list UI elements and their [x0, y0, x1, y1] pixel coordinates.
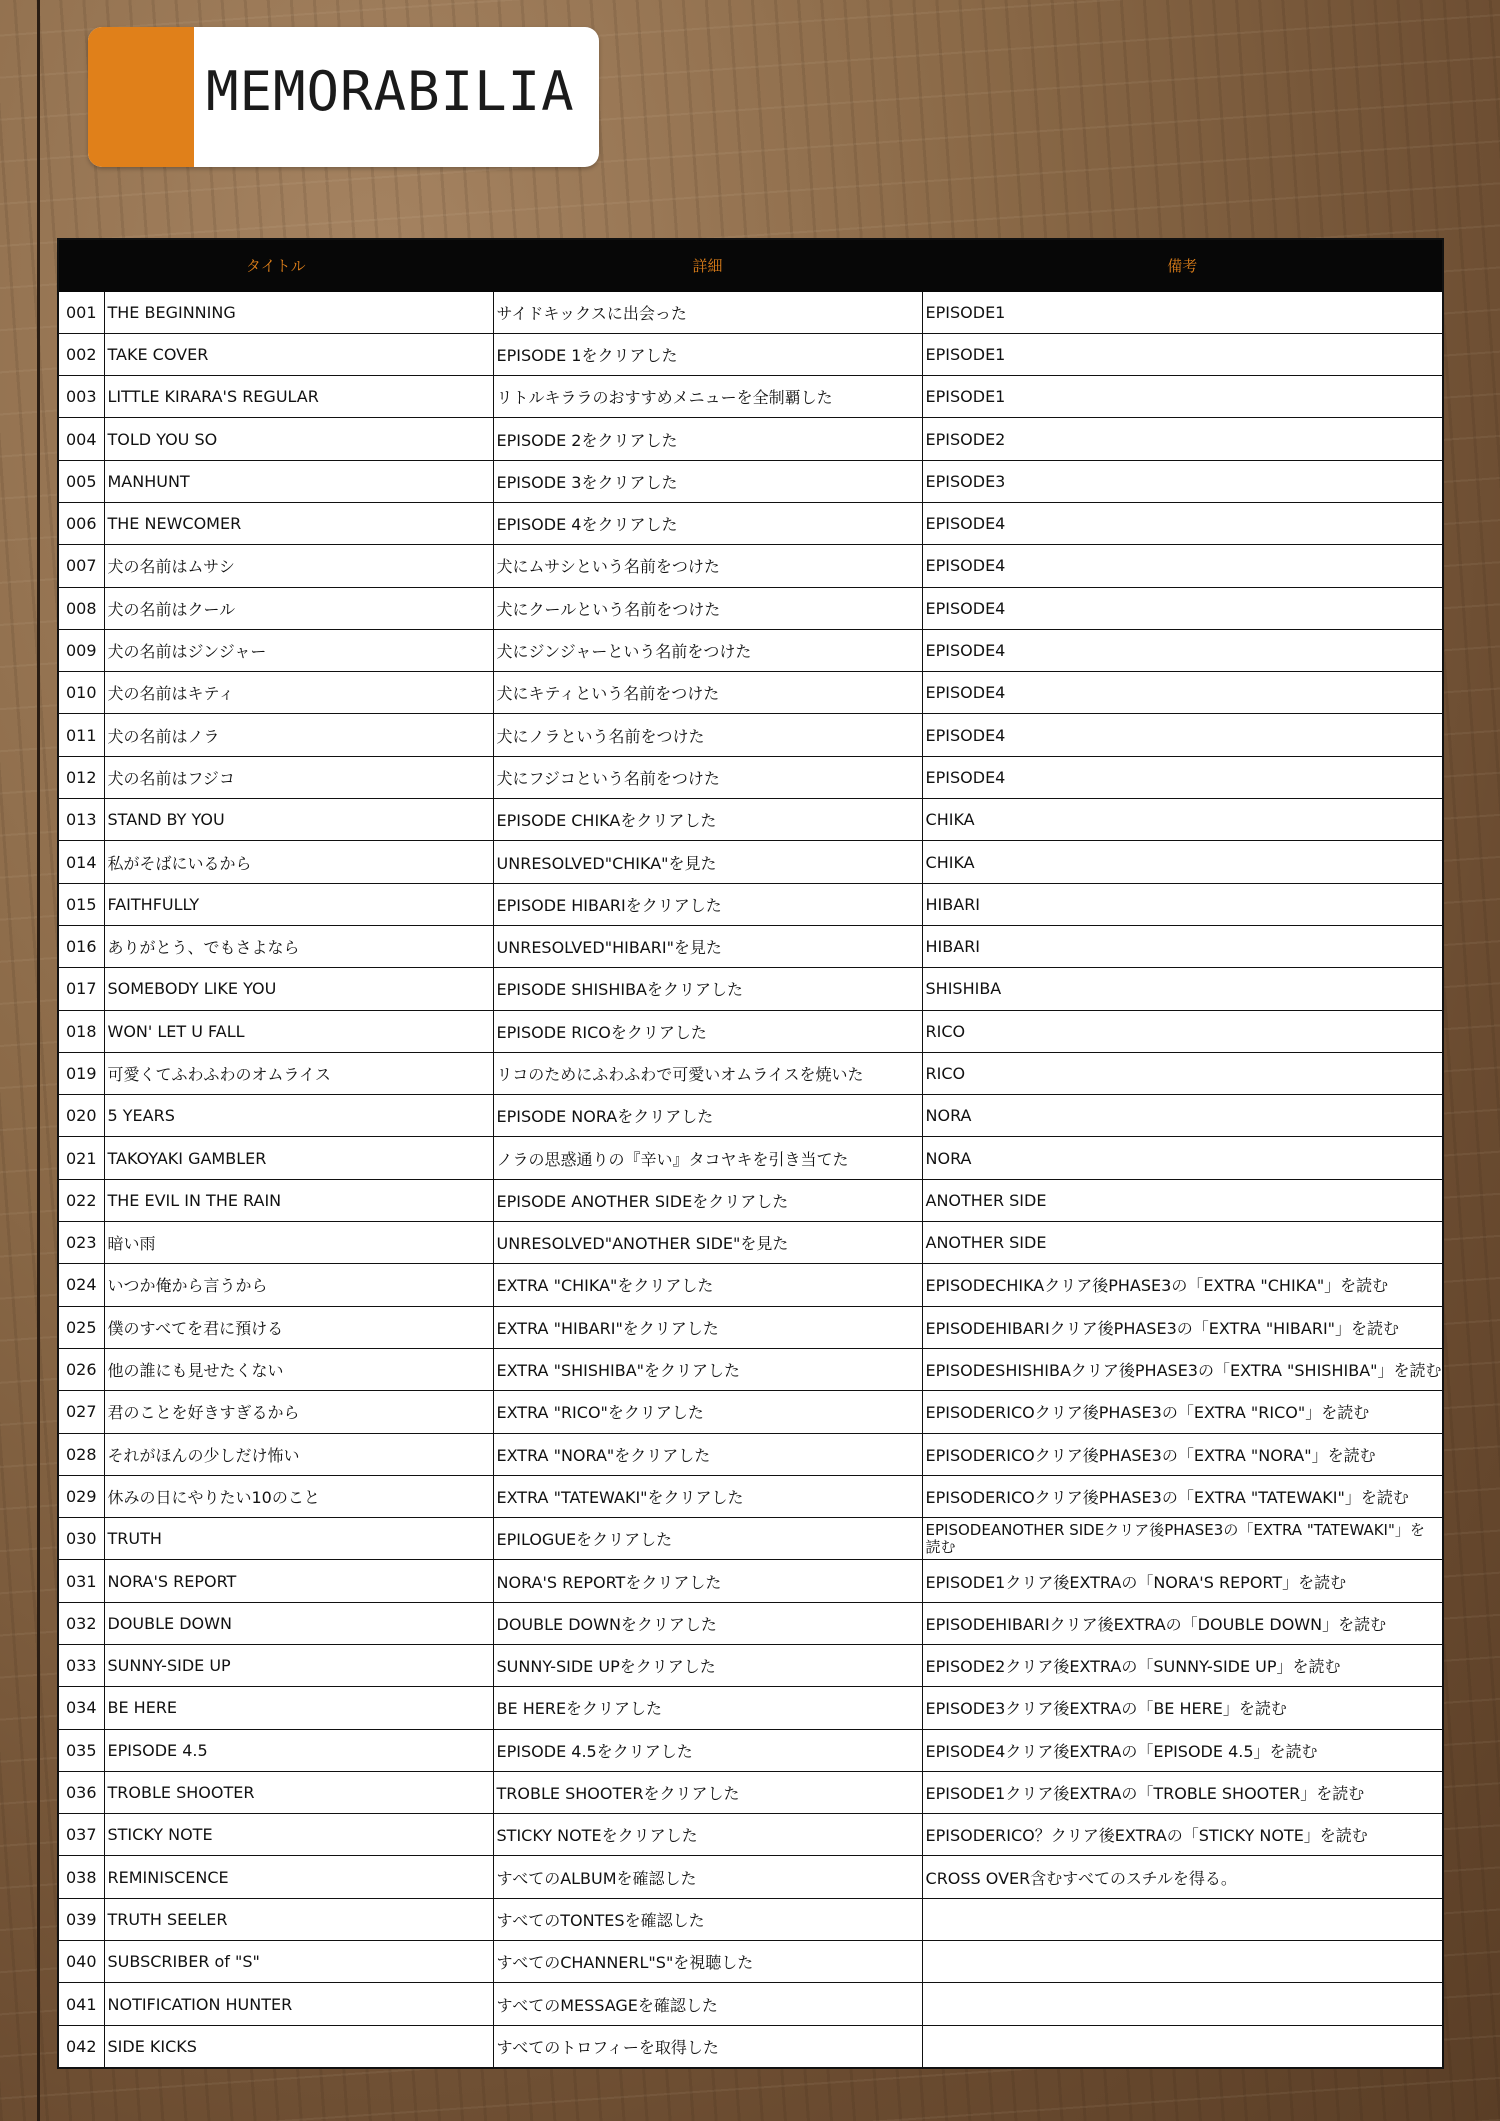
cell-title: SIDE KICKS [104, 2025, 493, 2068]
cell-note: EPISODE4 [922, 629, 1443, 671]
cell-number: 013 [58, 799, 104, 841]
cell-detail: UNRESOLVED"ANOTHER SIDE"を見た [493, 1222, 922, 1264]
cell-number: 040 [58, 1941, 104, 1983]
table-row [58, 672, 1443, 714]
cell-number: 001 [58, 291, 104, 333]
cell-note: EPISODEHIBARIクリア後EXTRAの「DOUBLE DOWN」を読む [922, 1602, 1443, 1644]
cell-note: EPISODE4 [922, 714, 1443, 756]
cell-note: EPISODE4クリア後EXTRAの「EPISODE 4.5」を読む [922, 1729, 1443, 1771]
table-header-row [58, 239, 1443, 291]
cell-number: 030 [58, 1518, 104, 1560]
cell-number: 020 [58, 1095, 104, 1137]
cell-detail: EPISODE RICOをクリアした [493, 1010, 922, 1052]
cell-title: SOMEBODY LIKE YOU [104, 968, 493, 1010]
cell-note: NORA [922, 1095, 1443, 1137]
table-row [58, 1898, 1443, 1940]
table-row [58, 1052, 1443, 1094]
cell-number: 022 [58, 1179, 104, 1221]
title-accent-block [88, 27, 194, 167]
cell-note [922, 1983, 1443, 2025]
cell-note: EPISODE1 [922, 376, 1443, 418]
table-row [58, 968, 1443, 1010]
cell-title: TAKE COVER [104, 333, 493, 375]
cell-note: EPISODERICOクリア後PHASE3の「EXTRA "TATEWAKI"」を読む [922, 1475, 1443, 1517]
table-row [58, 1433, 1443, 1475]
cell-note: EPISODE4 [922, 545, 1443, 587]
cell-detail: UNRESOLVED"HIBARI"を見た [493, 925, 922, 967]
table-row [58, 799, 1443, 841]
table-row [58, 1687, 1443, 1729]
table-row [58, 1222, 1443, 1264]
cell-detail: BE HEREをクリアした [493, 1687, 922, 1729]
cell-note: CHIKA [922, 841, 1443, 883]
cell-number: 037 [58, 1814, 104, 1856]
cell-note: EPISODEANOTHER SIDEクリア後PHASE3の「EXTRA "TATEWAKI"」を読む [922, 1518, 1443, 1560]
table-row [58, 587, 1443, 629]
cell-number: 006 [58, 502, 104, 544]
cell-title: TRUTH SEELER [104, 1898, 493, 1940]
cell-title: TROBLE SHOOTER [104, 1771, 493, 1813]
cell-number: 035 [58, 1729, 104, 1771]
cell-title: 5 YEARS [104, 1095, 493, 1137]
cell-title: NOTIFICATION HUNTER [104, 1983, 493, 2025]
table-row [58, 1518, 1443, 1560]
cell-title: 君のことを好きすぎるから [104, 1391, 493, 1433]
column-header-title: タイトル [58, 239, 493, 291]
cell-number: 029 [58, 1475, 104, 1517]
cell-number: 039 [58, 1898, 104, 1940]
table-row [58, 1475, 1443, 1517]
cell-note: EPISODERICO？クリア後EXTRAの「STICKY NOTE」を読む [922, 1814, 1443, 1856]
cell-number: 008 [58, 587, 104, 629]
table-row [58, 841, 1443, 883]
table-row [58, 1983, 1443, 2025]
cell-detail: すべてのトロフィーを取得した [493, 2025, 922, 2068]
table-row [58, 1306, 1443, 1348]
cell-number: 015 [58, 883, 104, 925]
table-row [58, 333, 1443, 375]
table-row [58, 291, 1443, 333]
cell-detail: NORA'S REPORTをクリアした [493, 1560, 922, 1602]
cell-number: 019 [58, 1052, 104, 1094]
cell-title: STAND BY YOU [104, 799, 493, 841]
table-row [58, 1729, 1443, 1771]
cell-detail: UNRESOLVED"CHIKA"を見た [493, 841, 922, 883]
notebook-margin-line [37, 0, 40, 2121]
table-row [58, 883, 1443, 925]
cell-number: 028 [58, 1433, 104, 1475]
cell-note: EPISODERICOクリア後PHASE3の「EXTRA "NORA"」を読む [922, 1433, 1443, 1475]
cell-detail: 犬にキティという名前をつけた [493, 672, 922, 714]
cell-number: 042 [58, 2025, 104, 2068]
cell-detail: EPISODE 2をクリアした [493, 418, 922, 460]
cell-title: TAKOYAKI GAMBLER [104, 1137, 493, 1179]
cell-note [922, 1941, 1443, 1983]
cell-note: EPISODE4 [922, 756, 1443, 798]
cell-number: 026 [58, 1348, 104, 1390]
cell-number: 004 [58, 418, 104, 460]
cell-title: 可愛くてふわふわのオムライス [104, 1052, 493, 1094]
cell-note: RICO [922, 1052, 1443, 1094]
cell-note: EPISODE4 [922, 502, 1443, 544]
cell-title: THE EVIL IN THE RAIN [104, 1179, 493, 1221]
cell-detail: EPISODE 3をクリアした [493, 460, 922, 502]
cell-detail: DOUBLE DOWNをクリアした [493, 1602, 922, 1644]
cell-detail: EPISODE NORAをクリアした [493, 1095, 922, 1137]
cell-number: 011 [58, 714, 104, 756]
cell-title: STICKY NOTE [104, 1814, 493, 1856]
table-row [58, 1137, 1443, 1179]
cell-number: 034 [58, 1687, 104, 1729]
cell-title: 犬の名前はクール [104, 587, 493, 629]
cell-note: EPISODE4 [922, 672, 1443, 714]
cell-number: 009 [58, 629, 104, 671]
cell-title: BE HERE [104, 1687, 493, 1729]
cell-number: 017 [58, 968, 104, 1010]
cell-number: 003 [58, 376, 104, 418]
cell-title: NORA'S REPORT [104, 1560, 493, 1602]
table-row [58, 756, 1443, 798]
cell-number: 032 [58, 1602, 104, 1644]
table-row [58, 545, 1443, 587]
table-row [58, 1560, 1443, 1602]
cell-detail: ノラの思惑通りの『辛い』タコヤキを引き当てた [493, 1137, 922, 1179]
table-row [58, 376, 1443, 418]
cell-title: LITTLE KIRARA'S REGULAR [104, 376, 493, 418]
cell-note: EPISODESHISHIBAクリア後PHASE3の「EXTRA "SHISHIBA"」を読む [922, 1348, 1443, 1390]
table-row [58, 1771, 1443, 1813]
cell-note [922, 2025, 1443, 2068]
cell-note: NORA [922, 1137, 1443, 1179]
table-row [58, 1645, 1443, 1687]
cell-title: SUBSCRIBER of "S" [104, 1941, 493, 1983]
table-row [58, 1348, 1443, 1390]
cell-title: FAITHFULLY [104, 883, 493, 925]
cell-number: 025 [58, 1306, 104, 1348]
cell-note: EPISODE3クリア後EXTRAの「BE HERE」を読む [922, 1687, 1443, 1729]
cell-detail: リトルキララのおすすめメニューを全制覇した [493, 376, 922, 418]
cell-note: EPISODE3 [922, 460, 1443, 502]
cell-title: 私がそばにいるから [104, 841, 493, 883]
cell-title: EPISODE 4.5 [104, 1729, 493, 1771]
cell-number: 005 [58, 460, 104, 502]
cell-note: EPISODECHIKAクリア後PHASE3の「EXTRA "CHIKA"」を読む [922, 1264, 1443, 1306]
cell-number: 031 [58, 1560, 104, 1602]
cell-detail: STICKY NOTEをクリアした [493, 1814, 922, 1856]
cell-number: 007 [58, 545, 104, 587]
table-row [58, 1391, 1443, 1433]
cell-note: EPISODE1 [922, 291, 1443, 333]
cell-title: ありがとう、でもさよなら [104, 925, 493, 967]
cell-note: EPISODEHIBARIクリア後PHASE3の「EXTRA "HIBARI"」を読む [922, 1306, 1443, 1348]
cell-title: 休みの日にやりたい10のこと [104, 1475, 493, 1517]
cell-detail: EPISODE 4をクリアした [493, 502, 922, 544]
cell-title: REMINISCENCE [104, 1856, 493, 1898]
table-row [58, 1095, 1443, 1137]
cell-note: CROSS OVER含むすべてのスチルを得る。 [922, 1856, 1443, 1898]
cell-detail: すべてのCHANNERL"S"を視聴した [493, 1941, 922, 1983]
cell-note: RICO [922, 1010, 1443, 1052]
cell-note [922, 1898, 1443, 1940]
cell-number: 021 [58, 1137, 104, 1179]
cell-note: EPISODE1クリア後EXTRAの「NORA'S REPORT」を読む [922, 1560, 1443, 1602]
cell-detail: EXTRA "TATEWAKI"をクリアした [493, 1475, 922, 1517]
cell-detail: 犬にジンジャーという名前をつけた [493, 629, 922, 671]
cell-detail: EXTRA "SHISHIBA"をクリアした [493, 1348, 922, 1390]
cell-title: TOLD YOU SO [104, 418, 493, 460]
table-row [58, 502, 1443, 544]
cell-detail: EPISODE CHIKAをクリアした [493, 799, 922, 841]
cell-title: 僕のすべてを君に預ける [104, 1306, 493, 1348]
cell-note: EPISODE2 [922, 418, 1443, 460]
cell-number: 010 [58, 672, 104, 714]
table-row [58, 1264, 1443, 1306]
table-row [58, 1010, 1443, 1052]
cell-note: EPISODE1クリア後EXTRAの「TROBLE SHOOTER」を読む [922, 1771, 1443, 1813]
table-row [58, 1814, 1443, 1856]
cell-detail: 犬にクールという名前をつけた [493, 587, 922, 629]
cell-note: EPISODE1 [922, 333, 1443, 375]
table-row [58, 1602, 1443, 1644]
table-row [58, 714, 1443, 756]
title-card [88, 27, 599, 167]
cell-detail: リコのためにふわふわで可愛いオムライスを焼いた [493, 1052, 922, 1094]
cell-detail: EXTRA "RICO"をクリアした [493, 1391, 922, 1433]
cell-number: 027 [58, 1391, 104, 1433]
cell-detail: EXTRA "HIBARI"をクリアした [493, 1306, 922, 1348]
cell-number: 036 [58, 1771, 104, 1813]
cell-note: EPISODE2クリア後EXTRAの「SUNNY-SIDE UP」を読む [922, 1645, 1443, 1687]
memorabilia-table [57, 238, 1444, 2069]
cell-detail: EXTRA "NORA"をクリアした [493, 1433, 922, 1475]
cell-title: 犬の名前はジンジャー [104, 629, 493, 671]
cell-title: WON' LET U FALL [104, 1010, 493, 1052]
cell-title: 犬の名前はフジコ [104, 756, 493, 798]
cell-number: 016 [58, 925, 104, 967]
cell-title: SUNNY-SIDE UP [104, 1645, 493, 1687]
cell-title: 犬の名前はキティ [104, 672, 493, 714]
cell-number: 018 [58, 1010, 104, 1052]
cell-note: CHIKA [922, 799, 1443, 841]
cell-title: いつか俺から言うから [104, 1264, 493, 1306]
cell-detail: EPISODE SHISHIBAをクリアした [493, 968, 922, 1010]
table-row [58, 1856, 1443, 1898]
table-row [58, 460, 1443, 502]
table-row [58, 2025, 1443, 2068]
cell-title: THE BEGINNING [104, 291, 493, 333]
table-row [58, 629, 1443, 671]
cell-title: 犬の名前はムサシ [104, 545, 493, 587]
cell-number: 014 [58, 841, 104, 883]
table-row [58, 418, 1443, 460]
column-header-note: 備考 [922, 239, 1443, 291]
cell-number: 002 [58, 333, 104, 375]
cell-note: EPISODERICOクリア後PHASE3の「EXTRA "RICO"」を読む [922, 1391, 1443, 1433]
cell-number: 024 [58, 1264, 104, 1306]
page-title: MEMORABILIA [206, 60, 575, 123]
cell-note: ANOTHER SIDE [922, 1179, 1443, 1221]
cell-detail: EPISODE ANOTHER SIDEをクリアした [493, 1179, 922, 1221]
cell-note: HIBARI [922, 925, 1443, 967]
cell-note: HIBARI [922, 883, 1443, 925]
cell-title: DOUBLE DOWN [104, 1602, 493, 1644]
cell-number: 038 [58, 1856, 104, 1898]
cell-detail: サイドキックスに出会った [493, 291, 922, 333]
cell-number: 012 [58, 756, 104, 798]
cell-number: 033 [58, 1645, 104, 1687]
table-row [58, 1179, 1443, 1221]
cell-detail: すべてのALBUMを確認した [493, 1856, 922, 1898]
cell-detail: EPISODE HIBARIをクリアした [493, 883, 922, 925]
cell-detail: すべてのTONTESを確認した [493, 1898, 922, 1940]
table-row [58, 1941, 1443, 1983]
cell-detail: 犬にムサシという名前をつけた [493, 545, 922, 587]
cell-detail: TROBLE SHOOTERをクリアした [493, 1771, 922, 1813]
cell-detail: EPISODE 1をクリアした [493, 333, 922, 375]
table-row [58, 925, 1443, 967]
cell-detail: EPILOGUEをクリアした [493, 1518, 922, 1560]
cell-title: TRUTH [104, 1518, 493, 1560]
cell-note: EPISODE4 [922, 587, 1443, 629]
cell-title: 犬の名前はノラ [104, 714, 493, 756]
cell-detail: 犬にノラという名前をつけた [493, 714, 922, 756]
cell-note: SHISHIBA [922, 968, 1443, 1010]
cell-detail: 犬にフジコという名前をつけた [493, 756, 922, 798]
cell-title: それがほんの少しだけ怖い [104, 1433, 493, 1475]
cell-detail: EPISODE 4.5をクリアした [493, 1729, 922, 1771]
cell-title: 暗い雨 [104, 1222, 493, 1264]
cell-detail: すべてのMESSAGEを確認した [493, 1983, 922, 2025]
cell-number: 041 [58, 1983, 104, 2025]
cell-detail: EXTRA "CHIKA"をクリアした [493, 1264, 922, 1306]
cell-title: 他の誰にも見せたくない [104, 1348, 493, 1390]
cell-title: THE NEWCOMER [104, 502, 493, 544]
cell-number: 023 [58, 1222, 104, 1264]
cell-detail: SUNNY-SIDE UPをクリアした [493, 1645, 922, 1687]
cell-note: ANOTHER SIDE [922, 1222, 1443, 1264]
column-header-detail: 詳細 [493, 239, 922, 291]
cell-title: MANHUNT [104, 460, 493, 502]
